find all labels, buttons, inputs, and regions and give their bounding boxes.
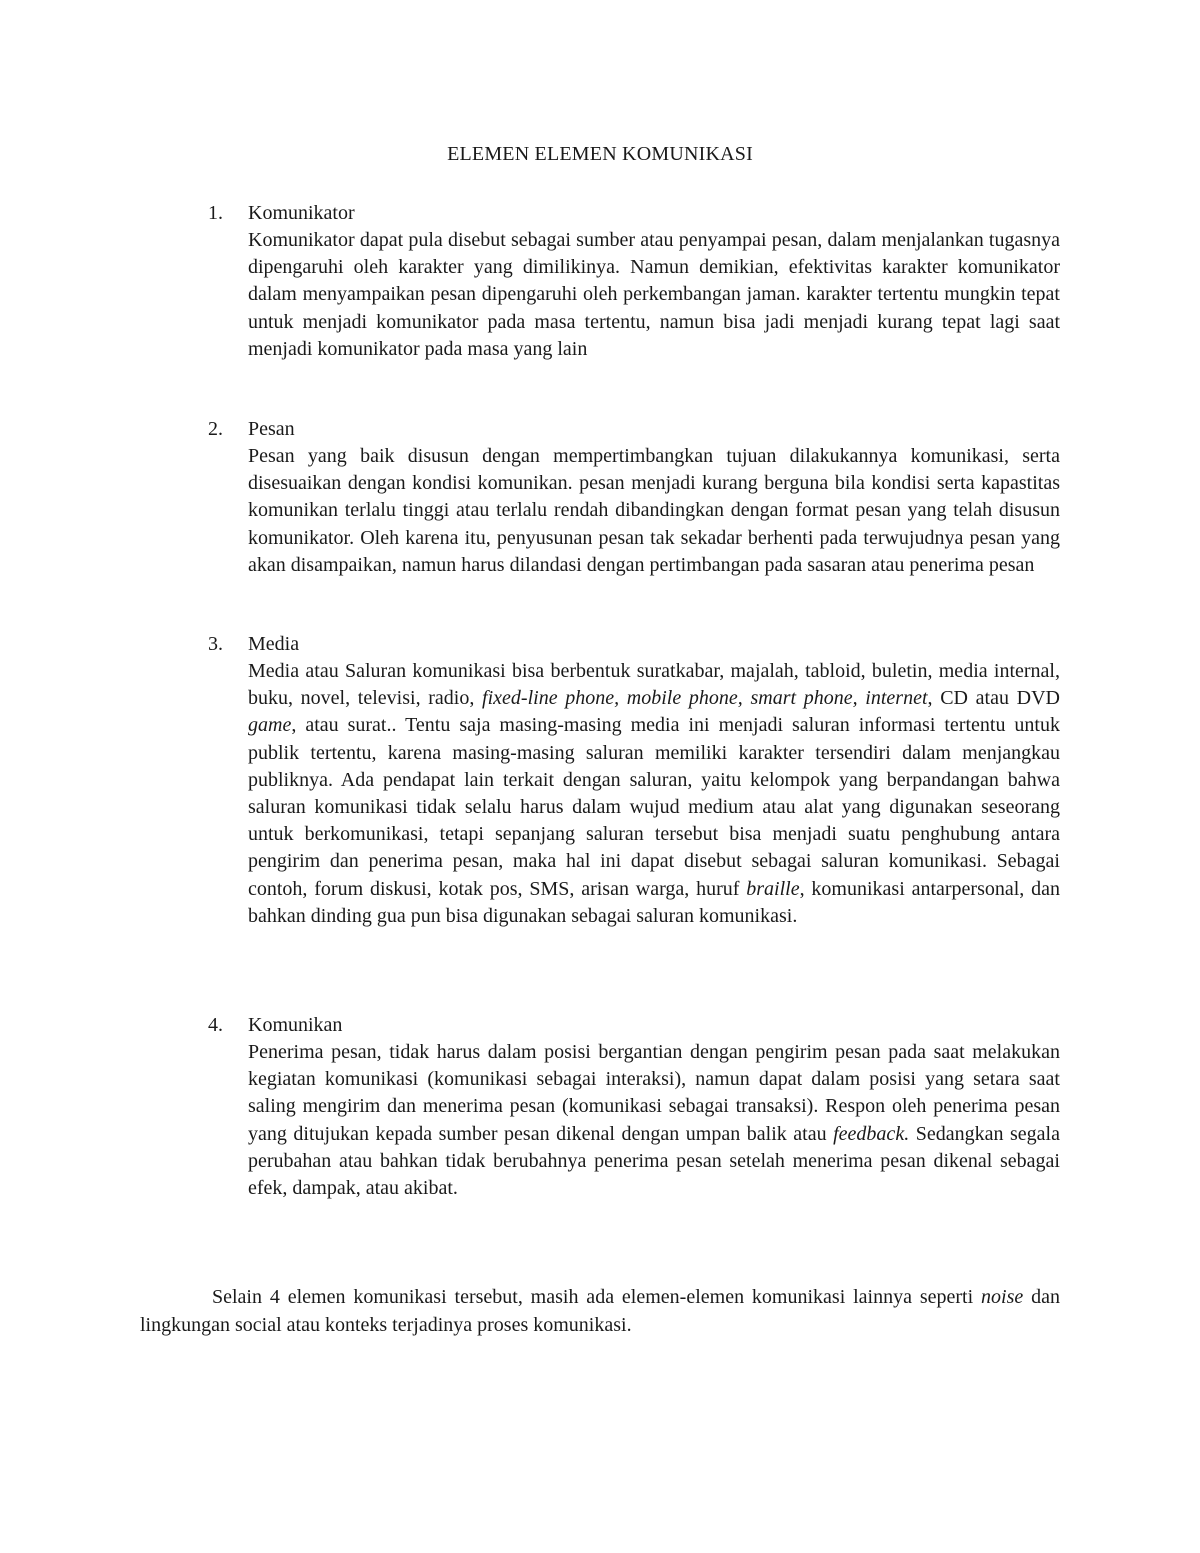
section-number: 2.: [208, 418, 223, 440]
section-komunikan: [208, 1012, 1060, 1202]
section-heading: Komunikan: [248, 1014, 343, 1036]
section-body: [248, 658, 1060, 930]
body-text: , CD atau DVD: [927, 687, 1060, 710]
body-text: Media atau Saluran komunikasi bisa berbentuk suratkabar, majalah, tabloid, buletin, media internal, buku, novel, televisi, radio,: [248, 660, 1060, 710]
section-number: 3.: [208, 633, 223, 655]
body-text: Sedangkan segala perubahan atau bahkan tidak berubahnya penerima pesan setelah menerima pesan dikenal sebagai efek, dampak, atau akibat.: [248, 1122, 1060, 1200]
body-italic-text: game: [248, 714, 292, 737]
section-header: [208, 416, 1060, 443]
body-text: Selain 4 elemen komunikasi tersebut, masih ada elemen-elemen komunikasi lainnya seperti: [212, 1286, 982, 1308]
body-italic-text: fixed-line phone, mobile phone, smart phone, internet: [482, 687, 928, 710]
body-text: , komunikasi antarpersonal, dan bahkan dinding gua pun bisa digunakan sebagai saluran komunikasi.: [248, 877, 1061, 927]
section-heading: Komunikator: [248, 202, 355, 224]
closing-paragraph: [140, 1283, 1060, 1339]
section-header: [208, 200, 1060, 227]
section-number: 4.: [208, 1014, 223, 1036]
section-heading: Media: [248, 633, 300, 655]
section-komunikator: [208, 200, 1060, 363]
section-number: 1.: [208, 202, 223, 224]
section-header: [208, 631, 1060, 658]
section-body: Pesan yang baik disusun dengan mempertimbangkan tujuan dilakukannya komunikasi, serta disesuaikan dengan kondisi komunikan. pesan menjadi kurang berguna bila kondisi serta kapastitas komunikan terlalu tinggi atau terlalu rendah dibandingkan dengan format pesan yang telah disusun komunikator. Oleh karena itu, penyusunan pesan tak sekadar berhenti pada terwujudnya pesan yang akan disampaikan, namun harus dilandasi dengan pertimbangan pada sasaran atau penerima pesan: [248, 445, 1060, 576]
body-text: Penerima pesan, tidak harus dalam posisi bergantian dengan pengirim pesan pada saat melakukan kegiatan komunikasi (komunikasi sebagai interaksi), namun dapat dalam posisi yang setara saat saling mengirim dan menerima pesan (komunikasi sebagai transaksi). Respon oleh penerima pesan yang ditujukan kepada sumber pesan dikenal dengan umpan balik atau: [248, 1041, 1060, 1145]
body-italic-text: feedback.: [833, 1122, 910, 1145]
section-header: [208, 1012, 1060, 1039]
body-text: , atau surat.. Tentu saja masing-masing media ini menjadi saluran informasi tertentu untuk publik tertentu, karena masing-masing saluran memiliki karakter tersendiri dalam menjangkau publiknya. Ada pendapat lain terkait dengan saluran, yaitu kelompok yang berpandangan bahwa saluran komunikasi tidak selalu harus dalam wujud medium atau alat yang digunakan seseorang untuk berkomunikasi, tetapi sepanjang saluran tersebut bisa menjadi suatu penghubung antara pengirim dan penerima pesan, maka hal ini dapat disebut sebagai saluran komunikasi. Sebagai contoh, forum diskusi, kotak pos, SMS, arisan warga, huruf: [248, 714, 1060, 900]
body-italic-text: braille: [746, 877, 800, 900]
document-title: ELEMEN ELEMEN KOMUNIKASI: [447, 143, 753, 165]
section-body: Komunikator dapat pula disebut sebagai sumber atau penyampai pesan, dalam menjalankan tugasnya dipengaruhi oleh karakter yang dimilikinya. Namun demikian, efektivitas karakter komunikator dalam menyampaikan pesan dipengaruhi oleh perkembangan jaman. karakter tertentu mungkin tepat untuk menjadi komunikator pada masa tertentu, namun bisa jadi menjadi kurang tepat lagi saat menjadi komunikator pada masa yang lain: [248, 229, 1060, 360]
body-text: dan lingkungan social atau konteks terjadinya proses komunikasi.: [140, 1286, 1060, 1336]
section-media: [208, 631, 1060, 930]
section-pesan: [208, 416, 1060, 579]
body-italic-text: noise: [981, 1286, 1024, 1308]
section-heading: Pesan: [248, 418, 295, 440]
section-body: [248, 1039, 1060, 1202]
